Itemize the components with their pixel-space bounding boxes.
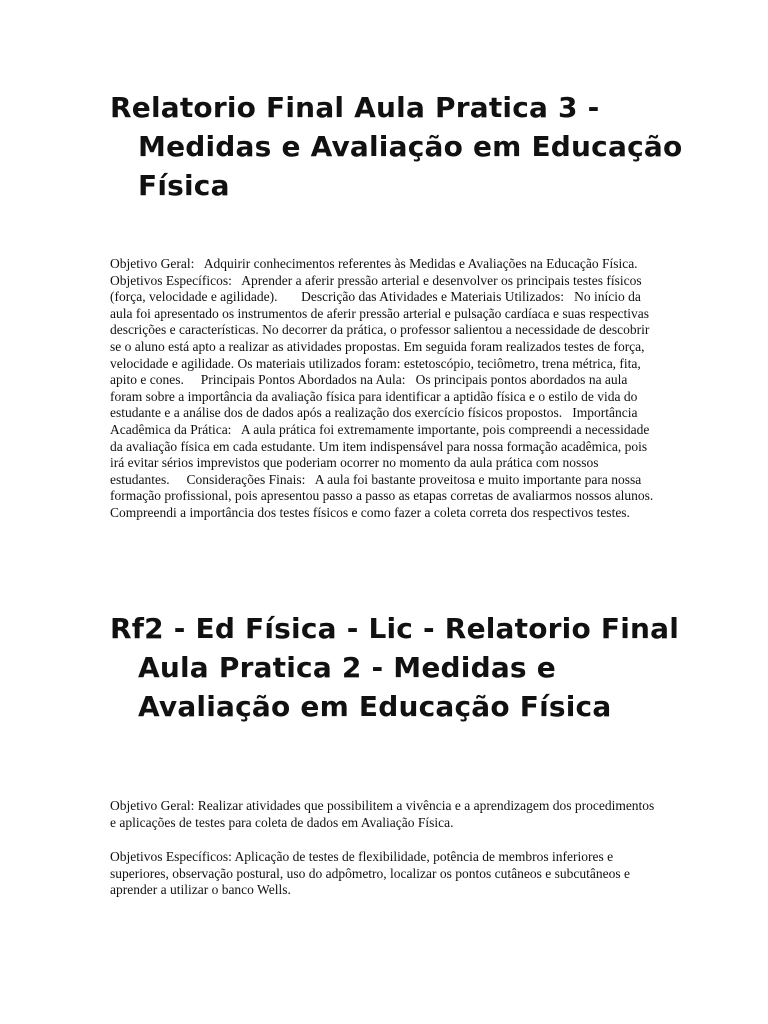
section-2-title: Rf2 - Ed Física - Lic - Relatorio Final Aula Pratica 2 - Medidas e Avaliação em Educação Física: [110, 612, 680, 723]
section-2-objetivos-especificos: Objetivos Específicos: Aplicação de testes de flexibilidade, potência de membros inferiores e superiores, observação postural, uso do adpômetro, localizar os pontos cutâneos e subcutâneos e aprender a utilizar o banco Wells.: [110, 849, 634, 898]
section-2-objetivo-geral: Objetivo Geral: Realizar atividades que possibilitem a vivência e a aprendizagem dos procedimentos e aplicações de testes para coleta de dados em Avaliação Física.: [110, 798, 658, 830]
section-1-body: Objetivo Geral: Adquirir conhecimentos referentes às Medidas e Avaliações na Educação Física. Objetivos Específicos: Aprender a aferir pressão arterial e desenvolver os principais testes físicos (força, velocidade e agilidade). Descrição das Atividades e Materiais Utilizados: No início da aula foi apresentado os instrumentos de aferir pressão arterial e pulsação cardíaca e suas respectivas descrições e características. No decorrer da prática, o professor salientou a necessidade de descobrir se o aluno está apto a realizar as atividades propostas. Em seguida foram realizados testes de força, velocidade e agilidade. Os materiais utilizados foram: estetoscópio, teciômetro, trena métrica, fita, apito e cones. Principais Pontos Abordados na Aula: Os principais pontos abordados na aula foram sobre a importância da avaliação física para identificar a aptidão física e o estilo de vida do estudante e a análise dos de dados após a realização dos exercício físicos propostos. Importância Acadêmica da Prática: A aula prática foi extremamente importante, pois compreendi a necessidade da avaliação física em cada estudante. Um item indispensável para nossa formação acadêmica, pois irá evitar sérios imprevistos que poderiam ocorrer no momento da aula prática com nossos estudantes. Considerações Finais: A aula foi bastante proveitosa e muito importante para nossa formação profissional, pois apresentou passo a passo as etapas corretas de avaliarmos nossos alunos. Compreendi a importância dos testes físicos e como fazer a coleta correta dos respectivos testes.: [110, 256, 662, 520]
section-1-title: Relatorio Final Aula Pratica 3 - Medidas e Avaliação em Educação Física: [110, 91, 683, 202]
